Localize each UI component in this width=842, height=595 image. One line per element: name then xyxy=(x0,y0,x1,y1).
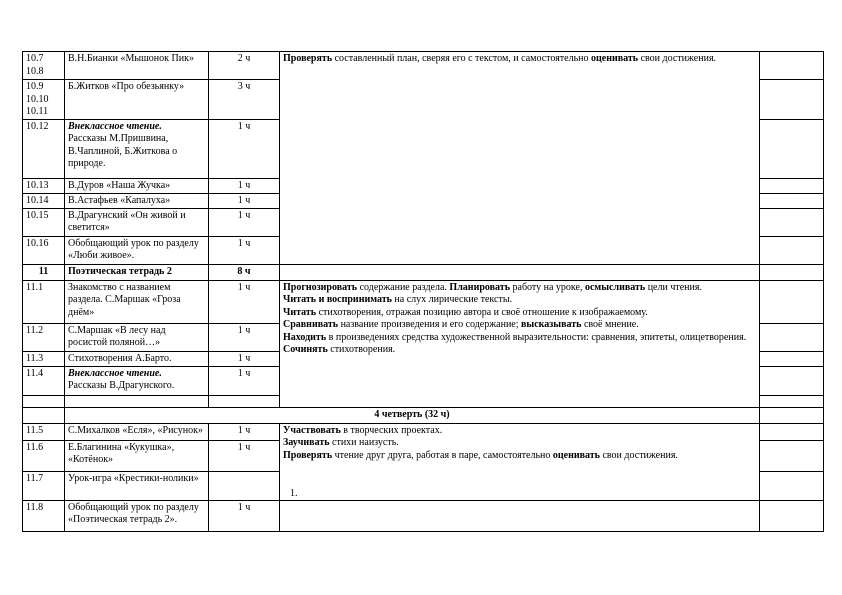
activities-cell xyxy=(280,280,760,407)
activity-text: на слух лирические тексты. xyxy=(391,294,513,305)
notes-cell xyxy=(760,208,824,236)
topic-text: С.Михалков «Есля», «Рисунок» xyxy=(68,424,203,436)
lesson-hours: 1 ч xyxy=(209,323,280,351)
topic-text: Б.Житков «Про обезьянку» xyxy=(68,81,185,92)
activity-line xyxy=(283,307,756,320)
lesson-topic xyxy=(65,323,209,351)
table-row xyxy=(23,500,824,531)
activity-verb: Прогнозировать xyxy=(283,281,358,293)
lesson-topic xyxy=(65,280,209,323)
notes-cell xyxy=(760,193,824,208)
activity-line xyxy=(283,294,756,307)
lesson-number-text: 11.3 xyxy=(26,352,44,364)
activity-text: чтение друг друга, работая в паре, самостоятельно xyxy=(332,449,553,461)
notes-cell xyxy=(760,500,824,531)
empty-cell xyxy=(209,395,280,407)
activity-verb: Проверять xyxy=(283,449,333,461)
activity-verb: Читать xyxy=(283,306,317,318)
activity-verb: оценивать xyxy=(552,449,600,461)
activity-text: стихотворения, отражая позицию автора и своё отношение к изображаемому. xyxy=(316,306,648,318)
notes-cell xyxy=(760,351,824,366)
notes-cell xyxy=(760,80,824,120)
lesson-number-text: 10.12 xyxy=(26,120,49,132)
quarter-header-row xyxy=(23,407,824,423)
lesson-number-text: 11.5 xyxy=(26,424,44,436)
activity-verb: Планировать xyxy=(449,281,510,293)
topic-text: В.Астафьев «Капалуха» xyxy=(68,194,171,206)
lesson-number-text: 10.15 xyxy=(26,209,49,221)
notes-cell xyxy=(760,119,824,178)
lesson-number-text: 11.4 xyxy=(26,367,44,379)
thematic-plan-table xyxy=(22,51,824,532)
empty-cell xyxy=(65,395,209,407)
lesson-number xyxy=(23,52,65,80)
lesson-topic xyxy=(65,471,209,500)
activity-text: название произведения и его содержание; xyxy=(338,319,522,330)
activity-text: стихи наизусть. xyxy=(329,437,399,448)
activity-line xyxy=(283,319,756,332)
lesson-number xyxy=(23,500,65,531)
activity-verb: Читать и воспринимать xyxy=(283,294,392,305)
table-row xyxy=(23,264,824,280)
activity-line xyxy=(283,450,756,463)
lesson-topic xyxy=(65,193,209,208)
lesson-hours: 8 ч xyxy=(209,264,280,280)
notes-cell xyxy=(760,178,824,193)
lesson-number xyxy=(23,193,65,208)
activities-cell xyxy=(280,423,760,500)
lesson-number xyxy=(23,423,65,440)
lesson-hours: 2 ч xyxy=(209,52,280,80)
activity-line xyxy=(283,437,756,450)
lesson-number xyxy=(23,323,65,351)
topic-text: Рассказы В.Драгунского. xyxy=(68,380,175,391)
lesson-hours: 1 ч xyxy=(209,193,280,208)
lesson-hours: 1 ч xyxy=(209,500,280,531)
activity-text: цели чтения. xyxy=(645,281,702,293)
lesson-number xyxy=(23,236,65,264)
activities-cell xyxy=(280,52,760,265)
activity-text: составленный план, сверяя его с текстом, и самостоятельно xyxy=(332,53,592,64)
lesson-number-text: 11.6 xyxy=(26,441,44,453)
lesson-topic xyxy=(65,178,209,193)
activities-cell xyxy=(280,264,760,280)
activity-text: содержание раздела. xyxy=(357,281,450,293)
notes-cell xyxy=(760,264,824,280)
lesson-topic xyxy=(65,208,209,236)
activity-text: своё мнение. xyxy=(581,319,639,330)
lesson-number xyxy=(23,440,65,471)
lesson-number xyxy=(23,366,65,395)
lesson-number-text: 10.9 10.10 10.11 xyxy=(26,81,49,117)
stray-mark: 1. xyxy=(290,488,298,499)
activity-verb: осмысливать xyxy=(584,281,646,293)
lesson-hours: 1 ч xyxy=(209,236,280,264)
lesson-topic xyxy=(65,500,209,531)
topic-text: Е.Благинина «Кукушка», «Котёнок» xyxy=(68,441,175,465)
activity-verb: высказывать xyxy=(521,319,582,330)
lesson-number xyxy=(23,351,65,366)
lesson-hours: 1 ч xyxy=(209,178,280,193)
notes-cell xyxy=(760,366,824,395)
lesson-number-text: 11.7 xyxy=(26,472,44,484)
notes-cell xyxy=(760,423,824,440)
activity-verb: Находить xyxy=(283,331,327,343)
activity-text: стихотворения. xyxy=(327,344,396,355)
topic-text: С.Маршак «В лесу над росистой поляной…» xyxy=(68,324,166,348)
lesson-number-text: 11.8 xyxy=(26,501,44,513)
lesson-number-text: 10.14 xyxy=(26,194,49,206)
activity-text: свои достижения. xyxy=(638,53,717,64)
topic-text: Стихотворения А.Барто. xyxy=(68,352,172,364)
lesson-number-text: 10.13 xyxy=(26,179,49,191)
table-row xyxy=(23,423,824,440)
activity-verb: Участвовать xyxy=(283,424,341,436)
topic-text: Рассказы М.Пришвина, В.Чаплиной, Б.Житкова о природе. xyxy=(68,133,178,169)
activity-line xyxy=(283,425,756,438)
activity-line xyxy=(283,332,756,345)
lesson-number xyxy=(23,119,65,178)
notes-cell xyxy=(760,407,824,423)
lesson-number xyxy=(23,264,65,280)
lesson-hours: 1 ч xyxy=(209,440,280,471)
lesson-topic xyxy=(65,119,209,178)
lesson-topic xyxy=(65,264,209,280)
lesson-number-text: 11.2 xyxy=(26,324,44,336)
lesson-topic xyxy=(65,236,209,264)
notes-cell xyxy=(760,395,824,407)
lesson-number-text: 10.7 10.8 xyxy=(26,53,44,77)
activity-line xyxy=(283,53,756,66)
lesson-number xyxy=(23,208,65,236)
lesson-number xyxy=(23,178,65,193)
lesson-topic xyxy=(65,423,209,440)
lesson-topic xyxy=(65,80,209,120)
lesson-topic xyxy=(65,351,209,366)
lesson-topic xyxy=(65,440,209,471)
lesson-topic xyxy=(65,366,209,395)
activity-verb: Проверять xyxy=(283,53,333,64)
activity-verb: оценивать xyxy=(591,53,639,64)
lesson-number xyxy=(23,280,65,323)
notes-cell xyxy=(760,236,824,264)
activity-line xyxy=(283,282,756,295)
notes-cell xyxy=(760,471,824,500)
topic-text: Знакомство с названием раздела. С.Маршак «Гроза днём» xyxy=(68,281,181,318)
lesson-hours: 1 ч xyxy=(209,351,280,366)
quarter-header: 4 четверть (32 ч) xyxy=(65,407,760,423)
topic-text: В.Драгунский «Он живой и светится» xyxy=(68,209,186,233)
notes-cell xyxy=(760,280,824,323)
lesson-hours: 1 ч xyxy=(209,208,280,236)
lesson-hours xyxy=(209,471,280,500)
topic-text: Обобщающий урок по разделу «Поэтическая тетрадь 2». xyxy=(68,501,199,525)
notes-cell xyxy=(760,52,824,80)
notes-cell xyxy=(760,323,824,351)
topic-text: В.Дуров «Наша Жучка» xyxy=(68,179,171,191)
activity-text: свои достижения. xyxy=(599,449,678,461)
lesson-hours: 1 ч xyxy=(209,119,280,178)
lesson-hours: 3 ч xyxy=(209,80,280,120)
table-row xyxy=(23,52,824,80)
activity-verb: Заучивать xyxy=(283,437,330,448)
empty-cell xyxy=(23,407,65,423)
topic-text: В.Н.Бианки «Мышонок Пик» xyxy=(68,53,194,64)
lesson-hours: 1 ч xyxy=(209,280,280,323)
activity-verb: Сочинять xyxy=(283,344,328,355)
activity-text: работу на уроке, xyxy=(510,281,585,293)
activity-line xyxy=(283,344,756,357)
empty-cell xyxy=(23,395,65,407)
activity-text: в произведениях средства художественной выразительности: сравнения, эпитеты, олицетворения. xyxy=(326,331,747,343)
table-body xyxy=(23,52,824,532)
topic-text: Урок-игра «Крестики-нолики» xyxy=(68,472,199,484)
lesson-number xyxy=(23,471,65,500)
topic-text: Поэтическая тетрадь 2 xyxy=(68,265,172,277)
topic-label: Внеклассное чтение. xyxy=(68,120,162,132)
table-row xyxy=(23,280,824,323)
activity-text: в творческих проектах. xyxy=(340,424,443,436)
lesson-number xyxy=(23,80,65,120)
lesson-topic xyxy=(65,52,209,80)
lesson-hours: 1 ч xyxy=(209,366,280,395)
notes-cell xyxy=(760,440,824,471)
activity-verb: Сравнивать xyxy=(283,319,339,330)
lesson-number-text: 10.16 xyxy=(26,237,49,249)
topic-text: Обобщающий урок по разделу «Люби живое». xyxy=(68,237,199,261)
topic-label: Внеклассное чтение. xyxy=(68,367,162,379)
lesson-number-text: 11 xyxy=(38,265,49,277)
lesson-hours: 1 ч xyxy=(209,423,280,440)
activities-cell xyxy=(280,500,760,531)
lesson-number-text: 11.1 xyxy=(26,281,44,293)
